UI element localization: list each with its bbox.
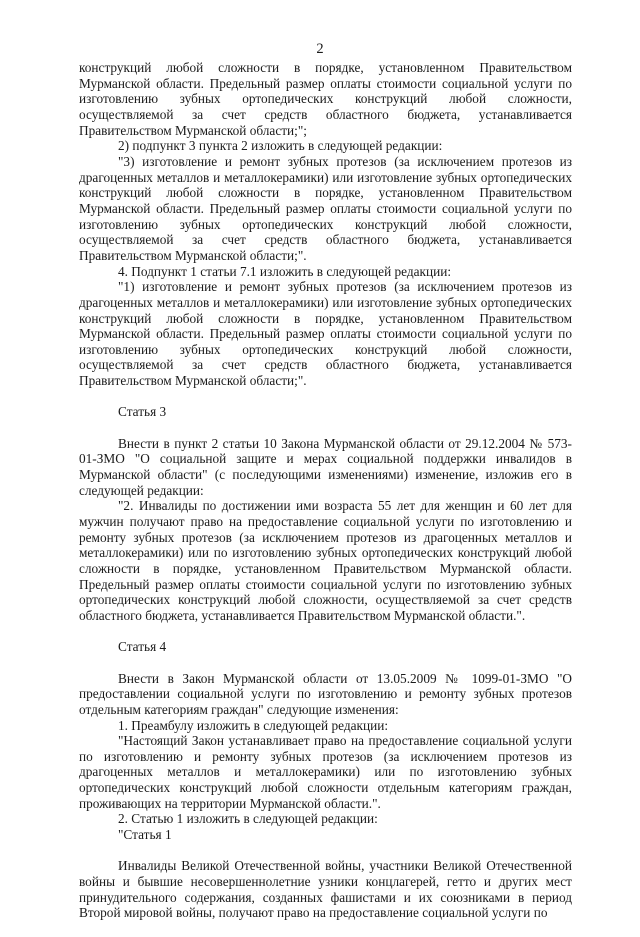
- paragraph: 1. Преамбулу изложить в следующей редакции:: [118, 717, 389, 733]
- paragraph: "Статья 1: [118, 827, 172, 843]
- document-body: [79, 60, 572, 937]
- paragraph: "Настоящий Закон устанавливает право на предоставление социальной услуги по изготовлению и ремонту зубных протезов (за исключением протезов из драгоценных металлов и металлокерамики) или по изготовлению зубных ортопедических конструкций любой сложности отдельным категориям граждан, проживающих на территории Мурманской области.".: [79, 733, 572, 811]
- article-heading: Статья 4: [118, 639, 167, 655]
- paragraph: Инвалиды Великой Отечественной войны, участники Великой Отечественной войны и бывшие несовершеннолетние узники концлагерей, гетто и других мест принудительного содержания, созданных фашистами и их союзниками в период Второй мировой войны, получают право на предоставление социальной услуги по: [79, 858, 572, 921]
- paragraph: Внести в пункт 2 статьи 10 Закона Мурманской области от 29.12.2004 № 573-01-ЗМО "О социальной защите и мерах социальной поддержки инвалидов в Мурманской области" (с последующими изменениями) изменение, изложив его в следующей редакции:: [79, 435, 572, 498]
- page-number: 2: [316, 41, 324, 57]
- paragraph: "2. Инвалиды по достижении ими возраста 55 лет для женщин и 60 лет для мужчин получают право на предоставление социальной услуги по изготовлению и ремонту зубных протезов (за исключением протезов из драгоценных металлов и металлокерамики) или по изготовлению зубных ортопедических конструкций любой сложности в порядке, установленном Правительством Мурманской области. Предельный размер оплаты стоимости социальной услуги по изготовлению зубных ортопедических конструкций любой сложности, осуществляемой за счет средств областного бюджета, устанавливается Правительством Мурманской области.".: [79, 498, 572, 623]
- paragraph: конструкций любой сложности в порядке, установленном Правительством Мурманской области. Предельный размер оплаты стоимости социальной услуги по изготовлению зубных ортопедических конструкций любой сложности, осуществляемой за счет средств областного бюджета, устанавливается Правительством Мурманской области;";: [79, 60, 572, 138]
- paragraph: 2) подпункт 3 пункта 2 изложить в следующей редакции:: [118, 138, 443, 154]
- paragraph: Внести в Закон Мурманской области от 13.05.2009 № 1099-01-ЗМО "О предоставлении социальной услуги по изготовлению и ремонту зубных протезов отдельным категориям граждан" следующие изменения:: [79, 670, 572, 717]
- paragraph: 2. Статью 1 изложить в следующей редакции:: [118, 811, 378, 827]
- article-heading: Статья 3: [118, 404, 167, 420]
- paragraph: 4. Подпункт 1 статьи 7.1 изложить в следующей редакции:: [118, 263, 452, 279]
- paragraph: "1) изготовление и ремонт зубных протезов (за исключением протезов из драгоценных металлов и металлокерамики) или изготовление зубных ортопедических конструкций любой сложности в порядке, установленном Правительством Мурманской области. Предельный размер оплаты стоимости социальной услуги по изготовлению зубных ортопедических конструкций любой сложности, осуществляемой за счет средств областного бюджета, устанавливается Правительством Мурманской области;".: [79, 279, 572, 389]
- paragraph: "3) изготовление и ремонт зубных протезов (за исключением протезов из драгоценных металлов и металлокерамики) или изготовление зубных ортопедических конструкций любой сложности в порядке, установленном Правительством Мурманской области. Предельный размер оплаты стоимости социальной услуги по изготовлению зубных ортопедических конструкций любой сложности, осуществляемой за счет средств областного бюджета, устанавливается Правительством Мурманской области;".: [79, 153, 572, 263]
